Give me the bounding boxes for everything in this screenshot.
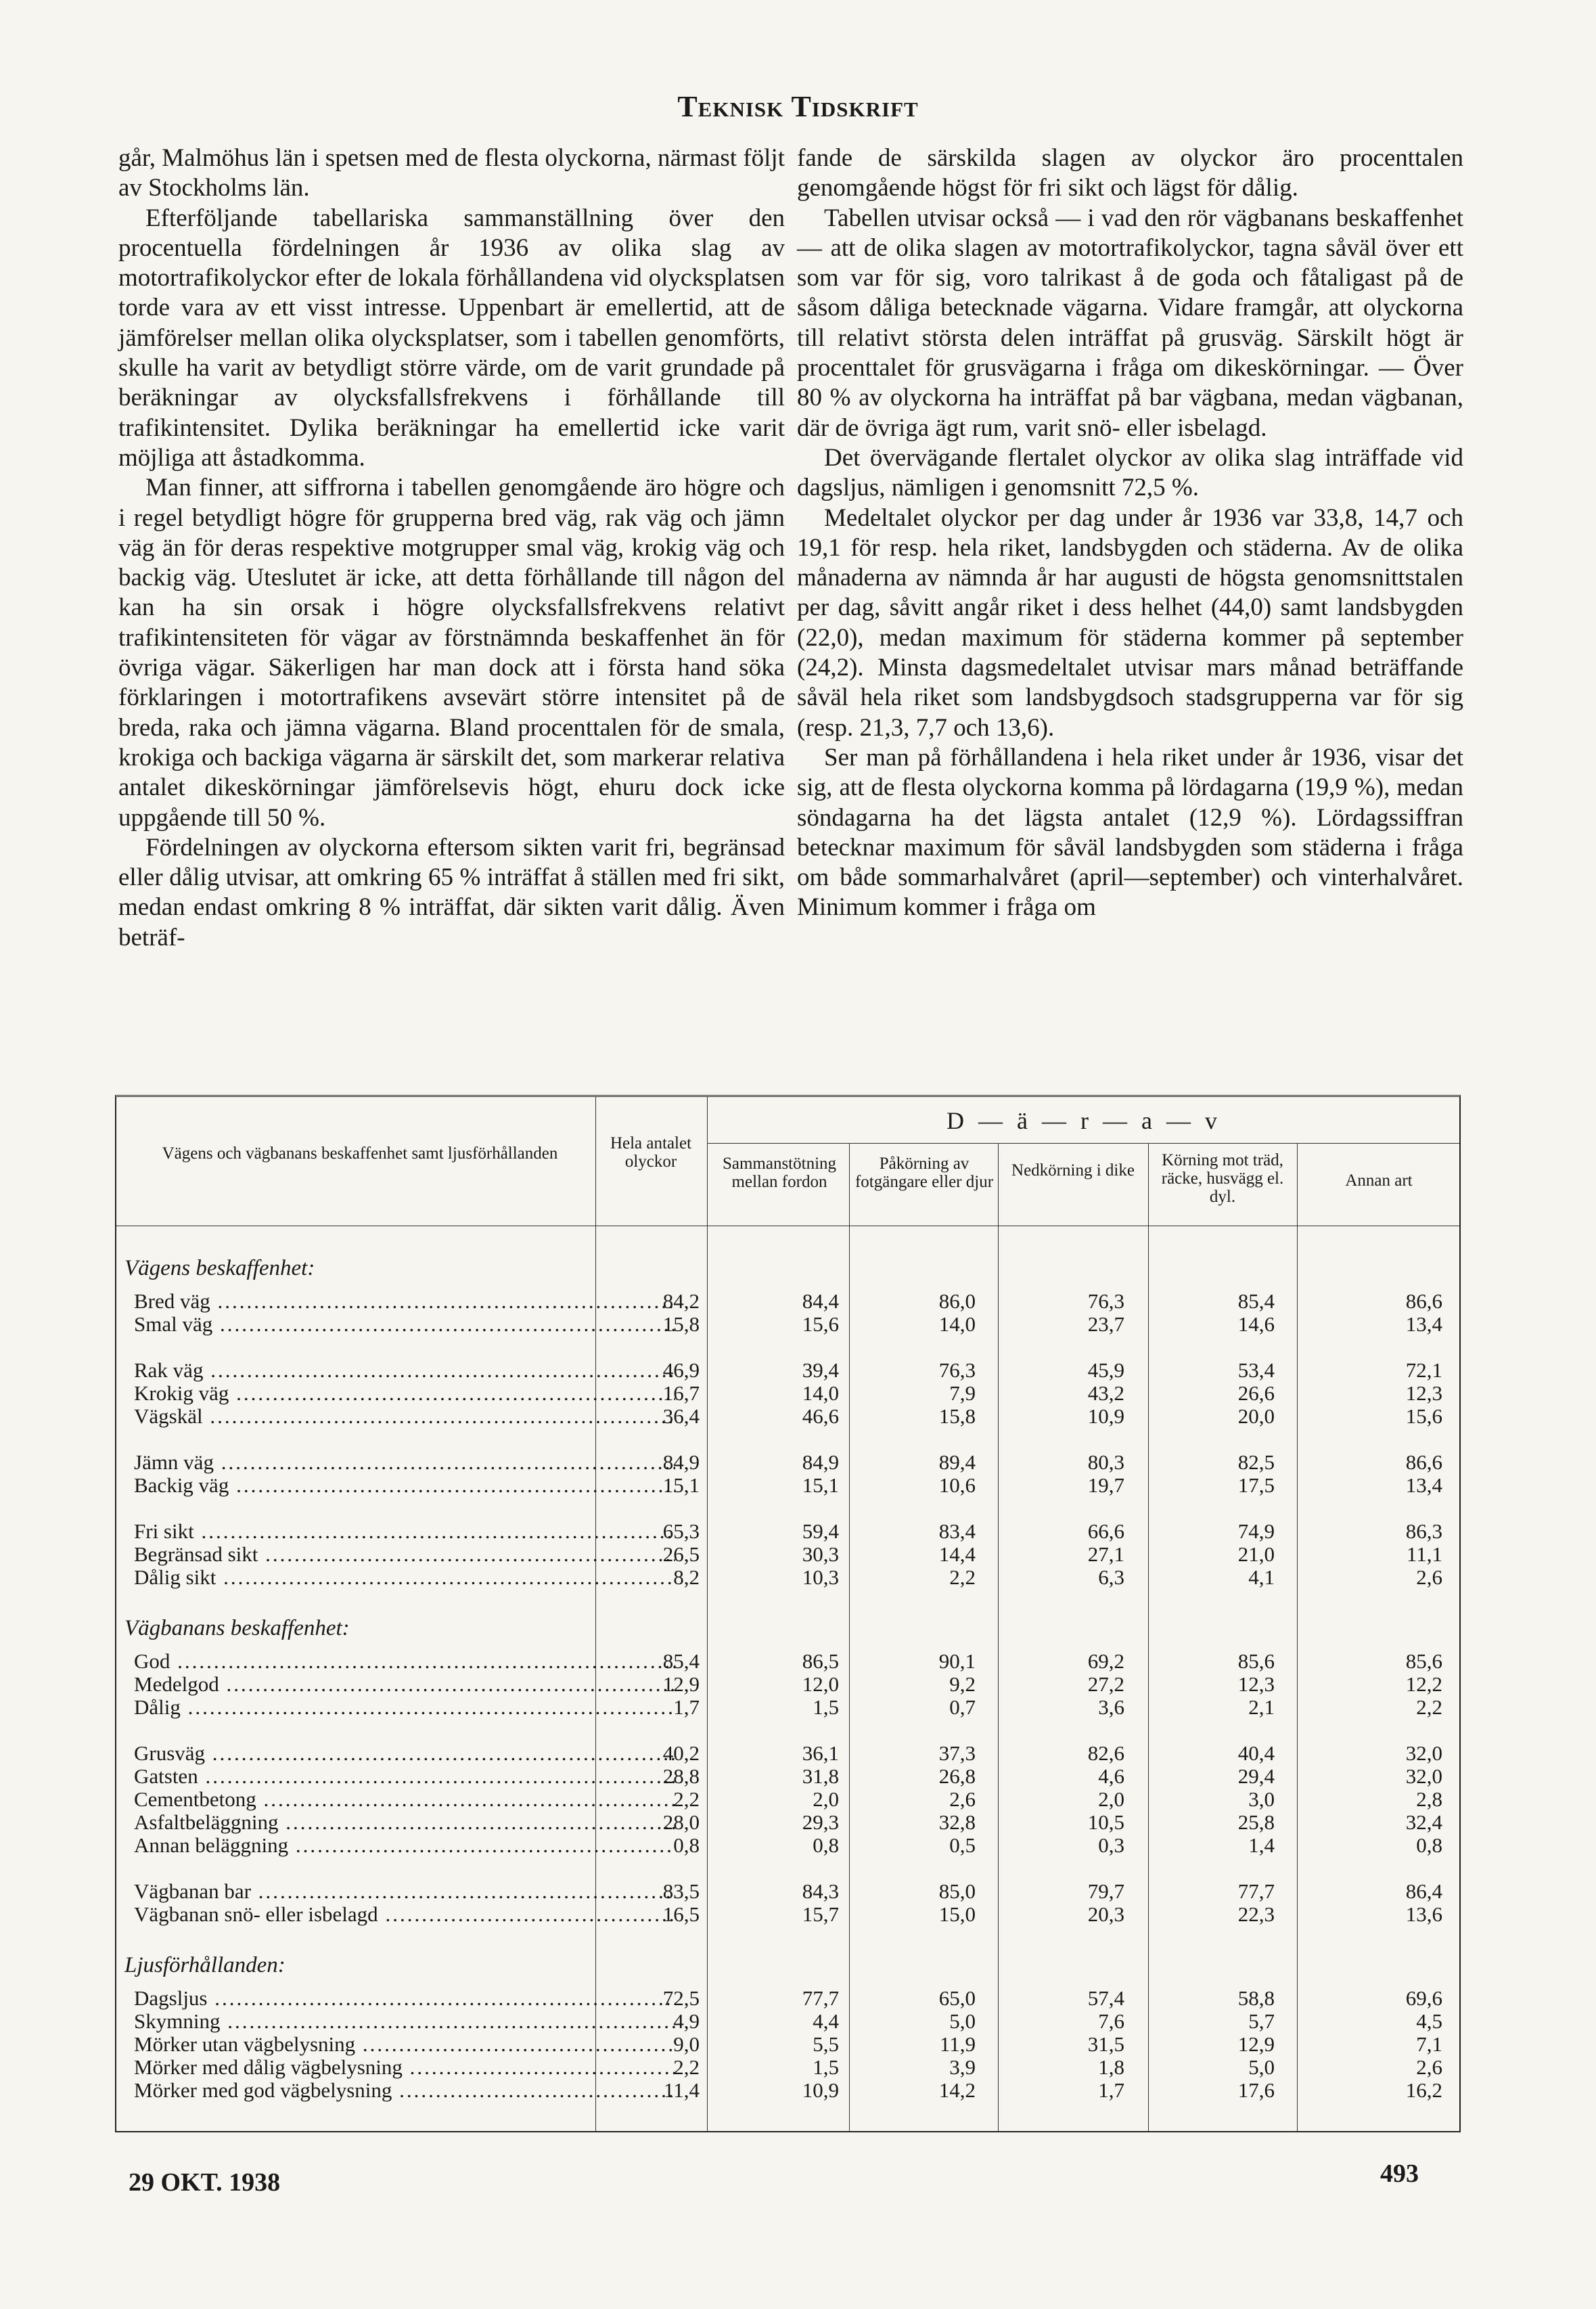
- table-cell: 37,3: [938, 1741, 976, 1765]
- table-cell: 82,6: [1087, 1741, 1124, 1765]
- table-cell: 2,2: [1416, 1695, 1442, 1719]
- table-cell: 9,2: [949, 1672, 976, 1696]
- table-cell: 8,2: [673, 1565, 700, 1589]
- table-cell: 0,8: [813, 1833, 839, 1857]
- paragraph: fande de särskilda slagen av olyckor äro procenttalen genomgående högst för fri sikt och lägst för dålig.: [797, 144, 1463, 202]
- table-cell: 79,7: [1087, 1879, 1124, 1903]
- row-label: Mörker med dålig vägbelysning .....: [134, 2056, 675, 2079]
- page-number: 493: [1380, 2159, 1419, 2188]
- table-row: [116, 1788, 1459, 1811]
- table-row: [116, 1903, 1459, 1926]
- table-cell: 10,9: [1087, 1404, 1124, 1428]
- table-cell: 86,6: [1405, 1450, 1442, 1474]
- paragraph: Medeltalet olyckor per dag under år 1936 var 33,8, 14,7 och 19,1 för resp. hela riket, landsbygden och städerna. Av de olika månaderna av nämnda år har augusti de högsta genomsnittstalen per dag, såvitt angår riket i dess helhet (44,0) samt landsbygden (22,0), medan maximum för städerna kommer på september (24,2). Minsta dagsmedeltalet utvisar mars månad beträffande såväl hela riket som landsbygdsoch stadsgrupperna var för sig (resp. 21,3, 7,7 och 13,6).: [797, 503, 1463, 742]
- table-cell: 1,4: [1248, 1833, 1275, 1857]
- table-cell: 0,3: [1098, 1833, 1124, 1857]
- row-label: Krokig väg .....: [134, 1382, 675, 1405]
- table-cell: 9,0: [673, 2032, 700, 2056]
- table-cell: 29,4: [1237, 1764, 1275, 1788]
- table-cell: 43,2: [1087, 1381, 1124, 1405]
- table-cell: 1,7: [1098, 2078, 1124, 2102]
- table-cell: 2,2: [949, 1565, 976, 1589]
- table-cell: 46,6: [802, 1404, 839, 1428]
- table-cell: 2,0: [1098, 1787, 1124, 1811]
- table-cell: 16,7: [662, 1381, 700, 1405]
- table-cell: 90,1: [938, 1649, 976, 1673]
- table-cell: 72,5: [662, 1986, 700, 2010]
- table-cell: 12,3: [1237, 1672, 1275, 1696]
- table-row: [116, 1543, 1459, 1566]
- table-row: [116, 1474, 1459, 1497]
- table-cell: 29,3: [802, 1810, 839, 1834]
- row-label: Gatsten .....: [134, 1765, 675, 1788]
- table-row: [116, 2079, 1459, 2102]
- table-cell: 2,6: [1416, 1565, 1442, 1589]
- table-cell: 13,6: [1405, 1902, 1442, 1926]
- table-cell: 14,6: [1237, 1312, 1275, 1336]
- table-cell: 26,8: [938, 1764, 976, 1788]
- table-cell: 7,1: [1416, 2032, 1442, 2056]
- accident-statistics-table: [115, 1095, 1461, 2132]
- table-cell: 84,2: [662, 1289, 700, 1313]
- table-cell: 4,9: [673, 2009, 700, 2033]
- table-row: [116, 1880, 1459, 1903]
- table-cell: 5,5: [813, 2032, 839, 2056]
- row-label: Skymning .....: [134, 2010, 675, 2033]
- row-label: Grusväg .....: [134, 1742, 675, 1765]
- text-column-left: [118, 143, 785, 953]
- row-label: Mörker utan vägbelysning .....: [134, 2033, 675, 2056]
- table-cell: 3,6: [1098, 1695, 1124, 1719]
- table-cell: 0,8: [1416, 1833, 1442, 1857]
- table-cell: 1,5: [813, 1695, 839, 1719]
- table-row: [116, 1405, 1459, 1428]
- table-cell: 5,0: [1248, 2055, 1275, 2079]
- table-row: [116, 2010, 1459, 2033]
- table-cell: 26,6: [1237, 1381, 1275, 1405]
- table-cell: 85,6: [1237, 1649, 1275, 1673]
- table-row: [116, 1987, 1459, 2010]
- table-cell: 74,9: [1237, 1519, 1275, 1543]
- table-cell: 36,4: [662, 1404, 700, 1428]
- table-cell: 11,9: [939, 2032, 976, 2056]
- header-ditch: Nedkörning i dike: [1011, 1161, 1135, 1180]
- table-row: [116, 1290, 1459, 1313]
- table-cell: 84,9: [662, 1450, 700, 1474]
- row-label: Bred väg .....: [134, 1290, 675, 1313]
- table-cell: 86,6: [1405, 1289, 1442, 1313]
- table-cell: 12,9: [662, 1672, 700, 1696]
- table-cell: 84,4: [802, 1289, 839, 1313]
- table-cell: 32,0: [1405, 1741, 1442, 1765]
- section-heading: Vägens beskaffenhet:: [124, 1256, 315, 1280]
- table-cell: 14,0: [802, 1381, 839, 1405]
- table-cell: 0,7: [949, 1695, 976, 1719]
- table-row: [116, 1765, 1459, 1788]
- table-cell: 86,0: [938, 1289, 976, 1313]
- table-cell: 23,7: [1087, 1312, 1124, 1336]
- row-label: God .....: [134, 1650, 675, 1673]
- table-cell: 72,1: [1405, 1358, 1442, 1382]
- table-cell: 16,2: [1405, 2078, 1442, 2102]
- header-collision: Sammanstötning mellan fordon: [722, 1154, 837, 1191]
- table-cell: 17,5: [1237, 1473, 1275, 1497]
- table-cell: 31,8: [802, 1764, 839, 1788]
- row-label: Dagsljus .....: [134, 1987, 675, 2010]
- table-row: [116, 1696, 1459, 1719]
- table-cell: 7,9: [949, 1381, 976, 1405]
- issue-date: 29 OKT. 1938: [129, 2168, 281, 2197]
- row-label: Backig väg .....: [134, 1474, 675, 1497]
- table-cell: 4,4: [813, 2009, 839, 2033]
- table-cell: 89,4: [938, 1450, 976, 1474]
- row-label: Smal väg .....: [134, 1313, 675, 1336]
- table-row: [116, 1566, 1459, 1589]
- table-cell: 82,5: [1237, 1450, 1275, 1474]
- table-cell: 66,6: [1087, 1519, 1124, 1543]
- table-cell: 76,3: [938, 1358, 976, 1382]
- table-cell: 2,6: [1416, 2055, 1442, 2079]
- table-cell: 14,4: [938, 1542, 976, 1566]
- table-cell: 11,4: [663, 2078, 700, 2102]
- paragraph: Det övervägande flertalet olyckor av olika slag inträffade vid dagsljus, nämligen i genomsnitt 72,5 %.: [797, 443, 1463, 502]
- table-cell: 16,5: [662, 1902, 700, 1926]
- table-cell: 28,8: [662, 1764, 700, 1788]
- section-heading: Vägbanans beskaffenhet:: [124, 1616, 350, 1640]
- table-cell: 13,4: [1405, 1312, 1442, 1336]
- table-cell: 15,1: [662, 1473, 700, 1497]
- row-label: Jämn väg .....: [134, 1451, 675, 1474]
- row-label: Mörker med god vägbelysning .....: [134, 2079, 675, 2102]
- table-cell: 65,3: [662, 1519, 700, 1543]
- text-column-right: [797, 143, 1463, 923]
- table-cell: 77,7: [802, 1986, 839, 2010]
- table-cell: 7,6: [1098, 2009, 1124, 2033]
- header-total: Hela antalet olyckor: [610, 1134, 692, 1171]
- table-cell: 2,1: [1248, 1695, 1275, 1719]
- row-label: Asfaltbeläggning .....: [134, 1811, 675, 1834]
- table-cell: 57,4: [1087, 1986, 1124, 2010]
- group-heading: D — ä — r — a — v: [947, 1107, 1221, 1134]
- table-cell: 36,1: [802, 1741, 839, 1765]
- table-row: [116, 1382, 1459, 1405]
- table-cell: 25,8: [1237, 1810, 1275, 1834]
- table-cell: 15,0: [938, 1902, 976, 1926]
- table-row: [116, 1451, 1459, 1474]
- table-cell: 39,4: [802, 1358, 839, 1382]
- table-cell: 19,7: [1087, 1473, 1124, 1497]
- table-cell: 20,3: [1087, 1902, 1124, 1926]
- table-cell: 4,6: [1098, 1764, 1124, 1788]
- table-cell: 1,5: [813, 2055, 839, 2079]
- table-cell: 84,3: [802, 1879, 839, 1903]
- table-cell: 10,5: [1087, 1810, 1124, 1834]
- table-cell: 58,8: [1237, 1986, 1275, 2010]
- table-cell: 65,0: [938, 1986, 976, 2010]
- table-cell: 32,8: [938, 1810, 976, 1834]
- table-row: [116, 2056, 1459, 2079]
- row-label: Fri sikt .....: [134, 1520, 675, 1543]
- table-cell: 15,8: [938, 1404, 976, 1428]
- table-cell: 86,3: [1405, 1519, 1442, 1543]
- table-cell: 83,4: [938, 1519, 976, 1543]
- row-label: Rak väg .....: [134, 1359, 675, 1382]
- paragraph: går, Malmöhus län i spetsen med de flesta olyckorna, närmast följt av Stockholms län.: [118, 144, 785, 202]
- table-cell: 28,0: [662, 1810, 700, 1834]
- row-label: Annan beläggning .....: [134, 1834, 675, 1857]
- paragraph: Efterföljande tabellariska sammanställning över den procentuella fördelningen år 1936 av olika slag av motortrafikolyckor efter de lokala förhållandena vid olycksplatsen torde vara av ett visst intresse. Uppenbart är emellertid, att de jämförelser mellan olika olycksplatser, som i tabellen genomförts, skulle ha varit av betydligt större värde, om de varit grundade på beräkningar av olycksfallsfrekvens i förhållande till trafikintensitet. Dylika beräkningar ha emellertid icke varit möjliga att åstadkomma.: [118, 204, 785, 472]
- table-cell: 12,9: [1237, 2032, 1275, 2056]
- table-cell: 0,8: [673, 1833, 700, 1857]
- table-cell: 2,6: [949, 1787, 976, 1811]
- column-rule: [707, 1097, 708, 2131]
- table-row: [116, 1834, 1459, 1857]
- table-cell: 59,4: [802, 1519, 839, 1543]
- table-row: [116, 1811, 1459, 1834]
- table-cell: 10,6: [938, 1473, 976, 1497]
- table-cell: 12,3: [1405, 1381, 1442, 1405]
- table-cell: 85,0: [938, 1879, 976, 1903]
- table-cell: 15,6: [1405, 1404, 1442, 1428]
- table-cell: 53,4: [1237, 1358, 1275, 1382]
- paragraph: Tabellen utvisar också — i vad den rör vägbanans beskaffenhet — att de olika slagen av motortrafikolyckor, tagna såväl över ett som var för sig, voro talrikast å de goda och fåtaligast på de såsom dåliga betecknade vägarna. Vidare framgår, att olyckorna till relativt största delen inträffat på grusväg. Särskilt högt är procenttalet för grusvägarna i fråga om dikeskörningar. — Över 80 % av olyckorna ha inträffat på bar vägbana, medan vägbanan, där de övriga ägt rum, varit snö- eller isbelagd.: [797, 204, 1463, 442]
- table-cell: 26,5: [662, 1542, 700, 1566]
- paragraph: Fördelningen av olyckorna eftersom sikten varit fri, begränsad eller dålig utvisar, att omkring 65 % inträffat å ställen med fri sikt, medan endast omkring 8 % inträffat, där sikten varit dålig. Även beträf-: [118, 833, 785, 951]
- table-cell: 15,7: [802, 1902, 839, 1926]
- column-rule: [595, 1097, 596, 2131]
- table-cell: 10,9: [802, 2078, 839, 2102]
- table-cell: 17,6: [1237, 2078, 1275, 2102]
- header-obstacle: Körning mot träd, räcke, husvägg el. dyl.: [1161, 1151, 1284, 1206]
- table-cell: 12,2: [1405, 1672, 1442, 1696]
- header-description: Vägens och vägbanans beskaffenhet samt ljusförhållanden: [162, 1144, 558, 1163]
- table-row: [116, 1359, 1459, 1382]
- table-cell: 32,4: [1405, 1810, 1442, 1834]
- table-cell: 4,5: [1416, 2009, 1442, 2033]
- table-cell: 69,2: [1087, 1649, 1124, 1673]
- section-heading: Ljusförhållanden:: [124, 1953, 286, 1977]
- table-cell: 3,0: [1248, 1787, 1275, 1811]
- table-cell: 0,5: [949, 1833, 976, 1857]
- table-cell: 15,8: [662, 1312, 700, 1336]
- table-cell: 6,3: [1098, 1565, 1124, 1589]
- table-cell: 45,9: [1087, 1358, 1124, 1382]
- table-cell: 30,3: [802, 1542, 839, 1566]
- table-row: [116, 1650, 1459, 1673]
- table-cell: 83,5: [662, 1879, 700, 1903]
- table-cell: 15,1: [802, 1473, 839, 1497]
- table-cell: 1,8: [1098, 2055, 1124, 2079]
- table-cell: 14,2: [938, 2078, 976, 2102]
- table-cell: 15,6: [802, 1312, 839, 1336]
- row-label: Cementbetong .....: [134, 1788, 675, 1811]
- table-cell: 84,9: [802, 1450, 839, 1474]
- header-other: Annan art: [1345, 1171, 1413, 1190]
- table-cell: 27,1: [1087, 1542, 1124, 1566]
- table-cell: 77,7: [1237, 1879, 1275, 1903]
- table-cell: 14,0: [938, 1312, 976, 1336]
- row-label: Begränsad sikt .....: [134, 1543, 675, 1566]
- table-cell: 86,4: [1405, 1879, 1442, 1903]
- table-row: [116, 1742, 1459, 1765]
- table-cell: 80,3: [1087, 1450, 1124, 1474]
- table-cell: 5,7: [1248, 2009, 1275, 2033]
- table-cell: 85,6: [1405, 1649, 1442, 1673]
- table-cell: 3,9: [949, 2055, 976, 2079]
- table-row: [116, 1313, 1459, 1336]
- table-cell: 76,3: [1087, 1289, 1124, 1313]
- table-cell: 31,5: [1087, 2032, 1124, 2056]
- table-cell: 40,2: [662, 1741, 700, 1765]
- table-cell: 12,0: [802, 1672, 839, 1696]
- table-cell: 27,2: [1087, 1672, 1124, 1696]
- table-cell: 10,3: [802, 1565, 839, 1589]
- header-rule: [707, 1143, 1459, 1144]
- paragraph: Ser man på förhållandena i hela riket under år 1936, visar det sig, att de flesta olyckorna komma på lördagarna (19,9 %), medan söndagarna ha det lägsta antalet (12,9 %). Lördagssiffran betecknar maximum för såväl landsbygden som städerna i fråga om både sommarhalvåret (april—september) och vinterhalvåret. Minimum kommer i fråga om: [797, 743, 1463, 922]
- table-cell: 69,6: [1405, 1986, 1442, 2010]
- table-cell: 11,1: [1406, 1542, 1442, 1566]
- table-cell: 2,2: [673, 2055, 700, 2079]
- row-label: Medelgod .....: [134, 1673, 675, 1696]
- row-label: Dålig sikt .....: [134, 1566, 675, 1589]
- table-cell: 5,0: [949, 2009, 976, 2033]
- table-row: [116, 2033, 1459, 2056]
- table-cell: 2,2: [673, 1787, 700, 1811]
- row-label: Vägbanan bar .....: [134, 1880, 675, 1903]
- row-label: Dålig .....: [134, 1696, 675, 1719]
- paragraph: Man finner, att siffrorna i tabellen genomgående äro högre och i regel betydligt högre för grupperna bred väg, rak väg och jämn väg än för deras respektive motgrupper smal väg, krokig väg och backig väg. Uteslutet är icke, att detta förhållande till någon del kan ha sin orsak i högre olycksfallsfrekvens relativt trafikintensiteten för vägar av förstnämnda beskaffenhet än för övriga vägar. Säkerligen har man dock att i första hand söka förklaringen i motortrafikens avsevärt större intensitet på de breda, raka och jämna vägarna. Bland procenttalen för de smala, krokiga och backiga vägarna är särskilt det, som markerar relativa antalet dikeskörningar jämförelsevis högt, ehuru dock icke uppgående till 50 %.: [118, 474, 785, 832]
- table-cell: 2,0: [813, 1787, 839, 1811]
- table-cell: 46,9: [662, 1358, 700, 1382]
- header-pedestrian: Påkörning av fotgängare eller djur: [854, 1154, 994, 1191]
- row-label: Vägbanan snö- eller isbelagd .....: [134, 1903, 675, 1926]
- table-cell: 13,4: [1405, 1473, 1442, 1497]
- table-cell: 85,4: [1237, 1289, 1275, 1313]
- table-cell: 22,3: [1237, 1902, 1275, 1926]
- table-cell: 1,7: [673, 1695, 700, 1719]
- table-row: [116, 1520, 1459, 1543]
- table-cell: 21,0: [1237, 1542, 1275, 1566]
- table-cell: 85,4: [662, 1649, 700, 1673]
- row-label: Vägskäl .....: [134, 1405, 675, 1428]
- journal-title: Teknisk Tidskrift: [677, 90, 919, 123]
- table-cell: 4,1: [1248, 1565, 1275, 1589]
- table-cell: 2,8: [1416, 1787, 1442, 1811]
- table-cell: 20,0: [1237, 1404, 1275, 1428]
- table-cell: 40,4: [1237, 1741, 1275, 1765]
- table-row: [116, 1673, 1459, 1696]
- table-cell: 86,5: [802, 1649, 839, 1673]
- table-cell: 32,0: [1405, 1764, 1442, 1788]
